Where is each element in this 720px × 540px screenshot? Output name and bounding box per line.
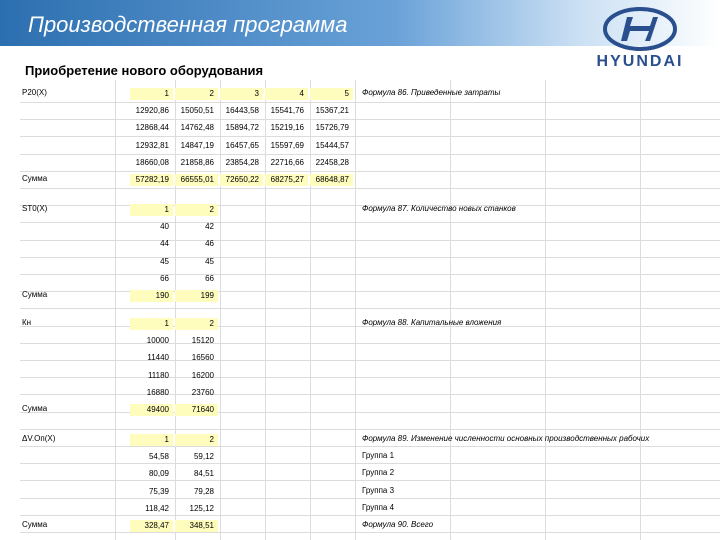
sum-label: Сумма bbox=[22, 520, 48, 529]
grid-line bbox=[20, 463, 720, 464]
sum-label: Сумма bbox=[22, 290, 48, 299]
data-cell: 15219,16 bbox=[270, 123, 304, 133]
section-subtitle: Приобретение нового оборудования bbox=[25, 63, 264, 78]
data-cell: 11180 bbox=[147, 370, 169, 380]
grid-line bbox=[640, 80, 641, 540]
data-cell: 118,42 bbox=[145, 503, 169, 513]
data-cell: 15050,51 bbox=[180, 106, 214, 116]
data-cell: 80,09 bbox=[148, 469, 169, 479]
sum-cell: 57282,19 bbox=[130, 174, 173, 186]
formula-note: Формула 86. Приведенные затраты bbox=[362, 88, 501, 97]
data-cell: 66 bbox=[160, 273, 169, 283]
grid-line bbox=[20, 102, 720, 103]
data-cell: 23854,28 bbox=[225, 157, 259, 167]
logo-wordmark: HYUNDAI bbox=[596, 53, 684, 70]
sum-label: Сумма bbox=[22, 174, 48, 183]
grid-line bbox=[20, 119, 720, 120]
grid-line bbox=[20, 377, 720, 378]
data-cell: 59,12 bbox=[193, 452, 214, 462]
data-cell: 16443,58 bbox=[225, 106, 259, 116]
data-cell: 12932,81 bbox=[135, 140, 169, 150]
header-cell: 2 bbox=[175, 318, 218, 330]
grid-line bbox=[20, 308, 720, 309]
grid-line bbox=[20, 532, 720, 533]
row-label: Кн bbox=[22, 318, 32, 327]
data-cell: 16200 bbox=[191, 370, 214, 380]
sum-cell: 199 bbox=[175, 290, 218, 302]
grid-line bbox=[20, 222, 720, 223]
page-title: Производственная программа bbox=[28, 12, 348, 37]
row-label: ΔV.Оп(X) bbox=[22, 434, 56, 443]
data-cell: 15597,69 bbox=[270, 140, 304, 150]
data-cell: 22716,66 bbox=[270, 157, 304, 167]
header-cell: 1 bbox=[130, 88, 173, 100]
sum-cell: 72650,22 bbox=[220, 174, 263, 186]
formula-note: Формула 90. Всего bbox=[362, 520, 434, 529]
formula-note: Формула 88. Капитальные вложения bbox=[362, 318, 502, 327]
sum-label: Сумма bbox=[22, 404, 48, 413]
group-label: Группа 3 bbox=[362, 485, 395, 495]
data-cell: 14847,19 bbox=[180, 140, 214, 150]
data-cell: 10000 bbox=[146, 336, 169, 346]
row-label: ST0(X) bbox=[22, 204, 48, 213]
grid-line bbox=[20, 240, 720, 241]
header-cell: 1 bbox=[130, 204, 173, 216]
data-cell: 18660,08 bbox=[135, 157, 169, 167]
data-cell: 40 bbox=[160, 222, 169, 232]
header-cell: 2 bbox=[175, 88, 218, 100]
data-cell: 23760 bbox=[191, 387, 214, 397]
formula-note: Формула 87. Количество новых станков bbox=[362, 204, 516, 213]
grid-line bbox=[545, 80, 546, 540]
grid-line bbox=[355, 80, 356, 540]
sum-cell: 68648,87 bbox=[310, 174, 353, 186]
group-label: Группа 4 bbox=[362, 502, 395, 512]
data-cell: 15726,79 bbox=[315, 123, 349, 133]
hyundai-logo bbox=[570, 4, 710, 70]
grid-line bbox=[20, 515, 720, 516]
grid-line bbox=[20, 154, 720, 155]
group-label: Группа 1 bbox=[362, 451, 395, 461]
grid-line bbox=[20, 446, 720, 447]
header-cell: 3 bbox=[220, 88, 263, 100]
grid-line bbox=[20, 498, 720, 499]
sum-cell: 328,47 bbox=[130, 520, 173, 532]
grid-line bbox=[115, 80, 116, 540]
grid-line bbox=[20, 412, 720, 413]
data-cell: 21858,86 bbox=[180, 157, 214, 167]
data-cell: 45 bbox=[160, 256, 169, 266]
sum-cell: 71640 bbox=[175, 404, 218, 416]
data-cell: 66 bbox=[205, 273, 214, 283]
sum-cell: 190 bbox=[130, 290, 173, 302]
header-cell: 4 bbox=[265, 88, 308, 100]
grid-line bbox=[20, 136, 720, 137]
sum-cell: 49400 bbox=[130, 404, 173, 416]
grid-line bbox=[20, 429, 720, 430]
header-cell: 5 bbox=[310, 88, 353, 100]
data-cell: 15541,76 bbox=[270, 106, 304, 116]
grid-line bbox=[20, 257, 720, 258]
grid-line bbox=[20, 171, 720, 172]
data-cell: 79,28 bbox=[193, 486, 214, 496]
sum-cell: 66555,01 bbox=[175, 174, 218, 186]
data-cell: 11440 bbox=[147, 353, 169, 363]
header-cell: 2 bbox=[175, 204, 218, 216]
header-cell: 1 bbox=[130, 434, 173, 446]
header-cell: 2 bbox=[175, 434, 218, 446]
header-cell: 1 bbox=[130, 318, 173, 330]
data-cell: 46 bbox=[205, 239, 214, 249]
data-cell: 15444,57 bbox=[315, 140, 349, 150]
data-cell: 45 bbox=[205, 256, 214, 266]
data-cell: 16880 bbox=[146, 387, 169, 397]
data-cell: 16560 bbox=[191, 353, 214, 363]
grid-line bbox=[20, 188, 720, 189]
grid-line bbox=[20, 394, 720, 395]
data-cell: 16457,65 bbox=[225, 140, 259, 150]
data-cell: 84,51 bbox=[193, 469, 214, 479]
group-label: Группа 2 bbox=[362, 468, 395, 478]
grid-line bbox=[20, 360, 720, 361]
data-cell: 15367,21 bbox=[315, 106, 349, 116]
data-cell: 125,12 bbox=[189, 503, 214, 513]
data-cell: 12868,44 bbox=[135, 123, 169, 133]
data-cell: 12920,86 bbox=[135, 106, 169, 116]
grid-line bbox=[20, 480, 720, 481]
data-cell: 15120 bbox=[191, 336, 214, 346]
data-cell: 22458,28 bbox=[315, 157, 349, 167]
grid-line bbox=[20, 343, 720, 344]
data-cell: 54,58 bbox=[148, 452, 169, 462]
data-cell: 14762,48 bbox=[180, 123, 214, 133]
data-cell: 75,39 bbox=[148, 486, 169, 496]
grid-line bbox=[20, 291, 720, 292]
sum-cell: 68275,27 bbox=[265, 174, 308, 186]
data-cell: 42 bbox=[205, 222, 214, 232]
formula-note: Формула 89. Изменение численности основных производственных рабочих bbox=[362, 434, 650, 443]
grid-line bbox=[450, 80, 451, 540]
sum-cell: 348,51 bbox=[175, 520, 218, 532]
data-cell: 15894,72 bbox=[225, 123, 259, 133]
row-label: P20(X) bbox=[22, 88, 47, 97]
data-cell: 44 bbox=[160, 239, 169, 249]
grid-line bbox=[20, 274, 720, 275]
